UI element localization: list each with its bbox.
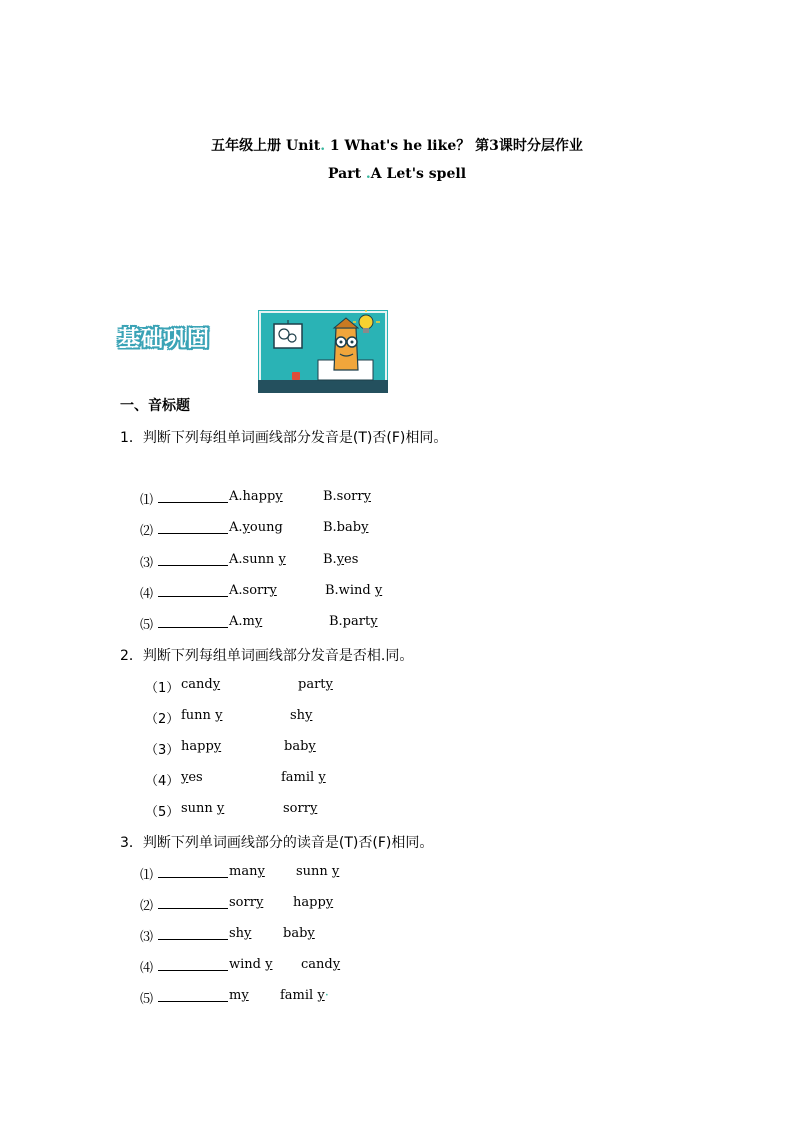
answer-blank[interactable] [158,895,228,913]
option-a: A.sunn y [229,552,286,567]
page-title: 五年级上册 Unit. 1 What's he like？ 第3课时分层作业 [211,138,583,154]
option-b: B.party [329,614,378,629]
section-banner [118,310,398,395]
word-a: wind y [229,957,273,972]
answer-blank[interactable] [158,957,228,975]
word-a: shy [229,926,252,941]
word-b: baby [284,739,316,754]
word-a: yes [181,770,203,785]
answer-blank[interactable] [158,614,228,632]
word-a: my [229,988,249,1003]
question-2-prompt: 2．判断下列每组单词画线部分发音是否相.同。 [120,648,414,664]
option-a: A.sorry [229,583,277,598]
word-a: sorry [229,895,264,910]
answer-blank[interactable] [158,926,228,944]
teacher-illustration-icon [258,310,388,393]
option-b: B.baby [323,520,369,535]
word-a: happy [181,739,222,754]
answer-blank[interactable] [158,988,228,1006]
word-a: candy [181,677,221,692]
banner-title: 基础巩固 [118,327,211,352]
answer-blank[interactable] [158,864,228,882]
word-b: candy [301,957,341,972]
word-b: famil y [281,770,326,785]
accent-dot: · [324,988,329,1003]
page-subtitle: Part .A Let's spell [327,166,467,182]
option-b: B.wind y [325,583,383,598]
option-a: A.young [229,520,283,535]
question-1-prompt: 1．判断下列每组单词画线部分发音是(T)否(F)相同。 [120,430,448,446]
answer-blank[interactable] [158,520,228,538]
option-b: B.yes [323,552,359,567]
word-a: many [229,864,265,879]
answer-blank[interactable] [158,489,228,507]
word-a: funn y [181,708,223,723]
word-b: sunn y [296,864,340,879]
answer-blank[interactable] [158,583,228,601]
section-heading: 一、音标题 [120,398,190,414]
option-a: A.happy [229,489,283,504]
word-b: famil y· [280,988,329,1003]
word-b: baby [283,926,315,941]
word-b: happy [293,895,334,910]
word-b: sorry [283,801,318,816]
word-b: party [298,677,333,692]
option-a: A.my [229,614,263,629]
word-b: shy [290,708,313,723]
question-3-prompt: 3．判断下列单词画线部分的读音是(T)否(F)相同。 [120,835,434,851]
word-a: sunn y [181,801,225,816]
answer-blank[interactable] [158,552,228,570]
option-b: B.sorry [323,489,371,504]
